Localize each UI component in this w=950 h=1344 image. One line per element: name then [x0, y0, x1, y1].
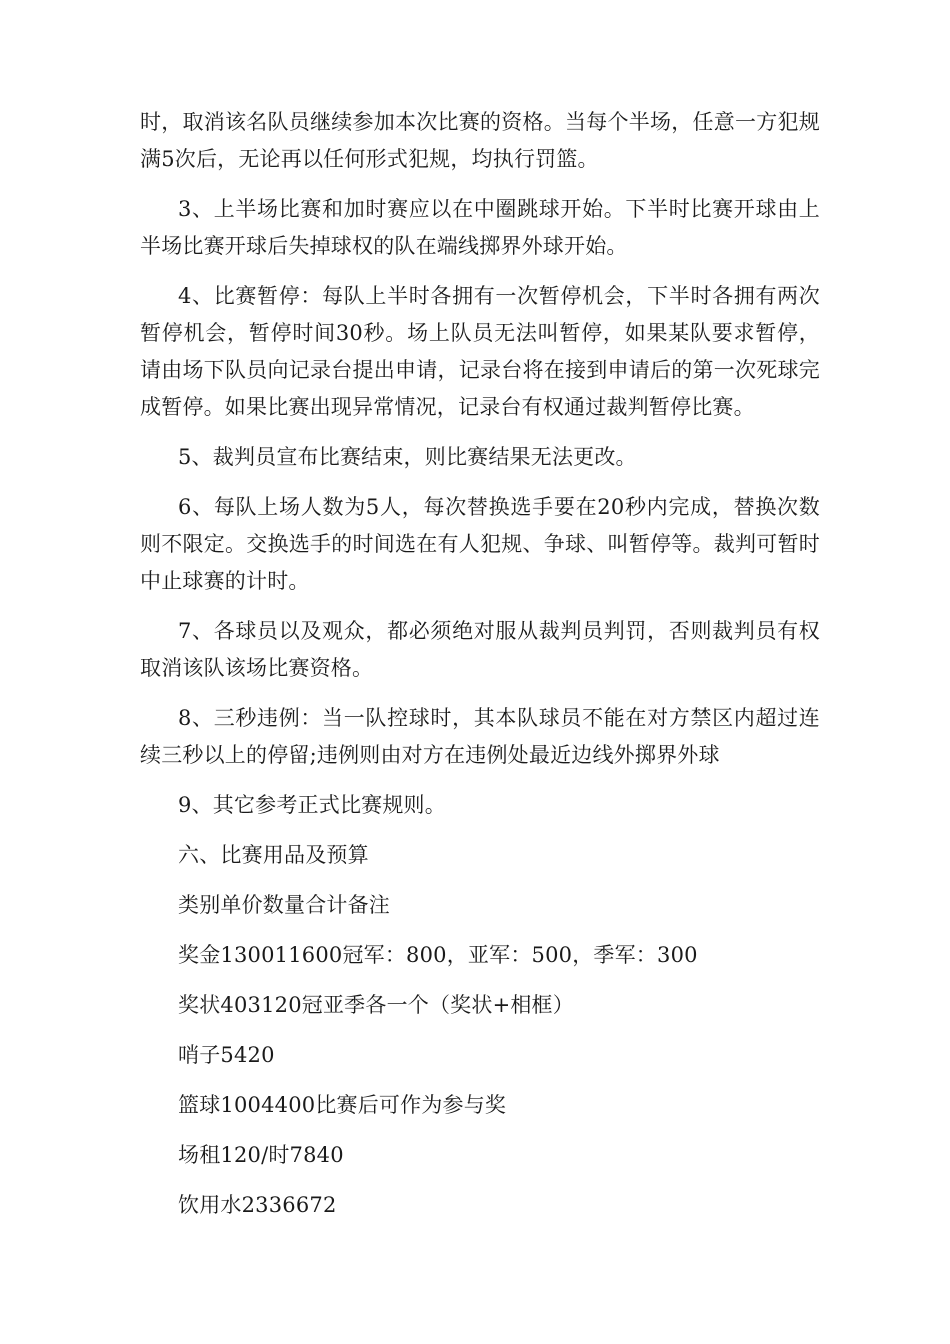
paragraph-rule-9: 9、其它参考正式比赛规则。	[178, 793, 446, 817]
paragraph-rule-8: 8、三秒违例：当一队控球时，其本队球员不能在对方禁区内超过连续三秒以上的停留;违例则由对方在违例处最近边线外掷界外球	[140, 706, 820, 767]
paragraph-rule-4: 4、比赛暂停：每队上半时各拥有一次暂停机会，下半时各拥有两次暂停机会，暂停时间30秒。场上队员无法叫暂停，如果某队要求暂停，请由场下队员向记录台提出申请，记录台将在接到申请后的第一次死球完成暂停。如果比赛出现异常情况，记录台有权通过裁判暂停比赛。	[140, 284, 820, 419]
document-body	[140, 104, 820, 1237]
budget-line-venue-rent: 场租120/时7840	[178, 1143, 344, 1167]
budget-header-line: 类别单价数量合计备注	[178, 893, 390, 917]
paragraph-rule-7: 7、各球员以及观众，都必须绝对服从裁判员判罚，否则裁判员有权取消该队该场比赛资格。	[140, 619, 820, 680]
budget-line-certificates: 奖状403120冠亚季各一个（奖状+相框）	[178, 993, 574, 1017]
budget-line-prize-money: 奖金130011600冠军：800，亚军：500，季军：300	[178, 943, 698, 967]
paragraph-rule-3: 3、上半场比赛和加时赛应以在中圈跳球开始。下半时比赛开球由上半场比赛开球后失掉球权的队在端线掷界外球开始。	[140, 197, 820, 258]
budget-line-drinking-water: 饮用水2336672	[178, 1193, 337, 1217]
budget-line-whistle: 哨子5420	[178, 1043, 275, 1067]
paragraph-rule-6: 6、每队上场人数为5人，每次替换选手要在20秒内完成，替换次数则不限定。交换选手的时间选在有人犯规、争球、叫暂停等。裁判可暂时中止球赛的计时。	[140, 495, 820, 593]
paragraph-foul-continuation: 时，取消该名队员继续参加本次比赛的资格。当每个半场，任意一方犯规满5次后，无论再以任何形式犯规，均执行罚篮。	[140, 110, 820, 171]
paragraph-rule-5: 5、裁判员宣布比赛结束，则比赛结果无法更改。	[178, 445, 637, 469]
budget-line-basketball: 篮球1004400比赛后可作为参与奖	[178, 1093, 507, 1117]
section-heading: 六、比赛用品及预算	[178, 843, 369, 867]
